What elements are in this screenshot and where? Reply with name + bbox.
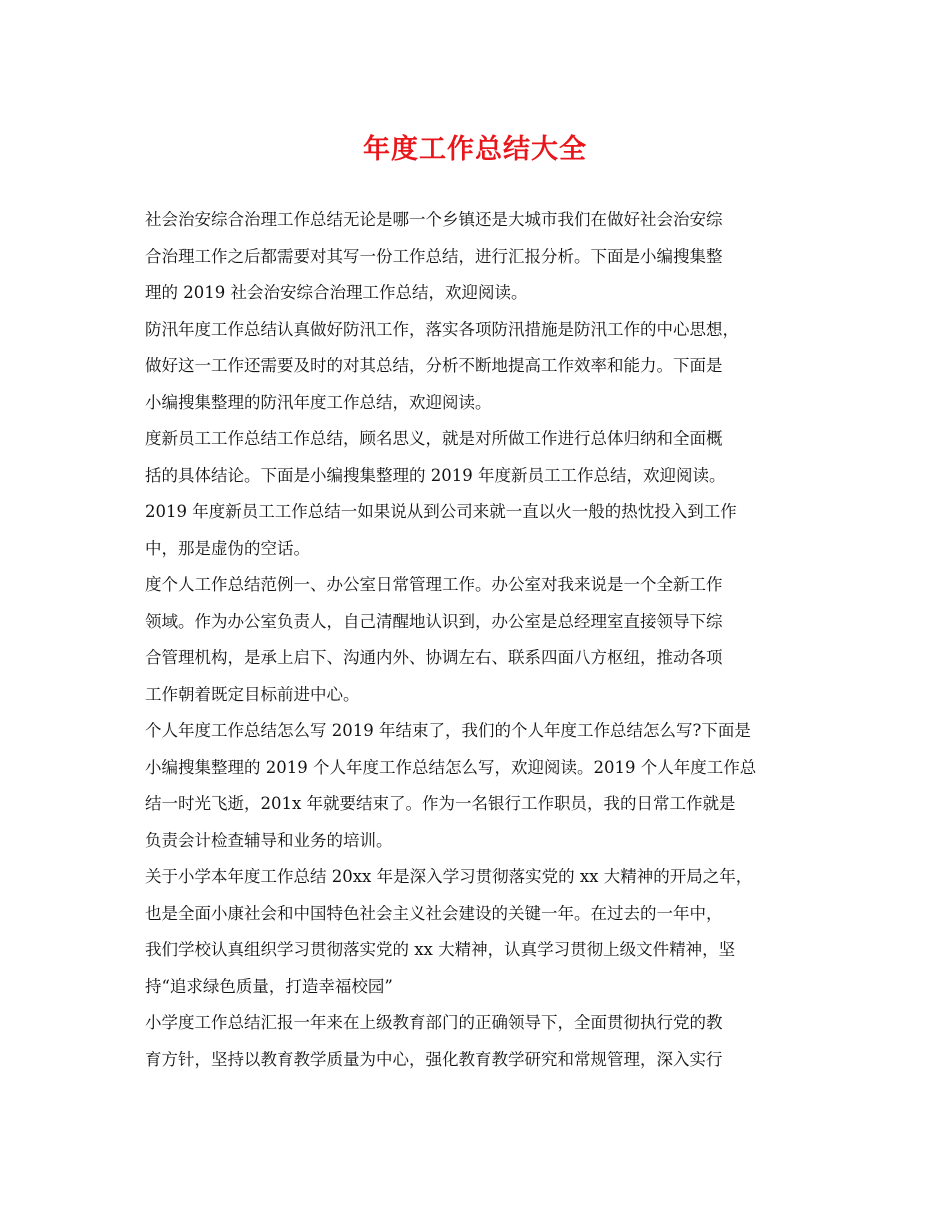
text-line: 中，那是虚伪的空话。 bbox=[145, 538, 310, 558]
document-body bbox=[145, 202, 813, 1078]
text-line: 个人年度工作总结怎么写 2019 年结束了，我们的个人年度工作总结怎么写?下面是 bbox=[145, 721, 751, 740]
text-line: 关于小学本年度工作总结 20xx 年是深入学习贯彻落实党的 xx 大精神的开局之年， bbox=[145, 867, 753, 886]
document-title: 年度工作总结大全 bbox=[363, 134, 587, 165]
text-line: 小编搜集整理的防汛年度工作总结，欢迎阅读。 bbox=[145, 392, 492, 412]
text-line: 工作朝着既定目标前进中心。 bbox=[145, 684, 360, 704]
text-line: 我们学校认真组织学习贯彻落实党的 xx 大精神，认真学习贯彻上级文件精神，坚 bbox=[145, 940, 736, 959]
text-line: 理的 2019 社会治安综合治理工作总结，欢迎阅读。 bbox=[145, 283, 528, 302]
text-line: 也是全面小康社会和中国特色社会主义社会建设的关键一年。在过去的一年中， bbox=[145, 903, 723, 923]
text-line: 育方针，坚持以教育教学质量为中心，强化教育教学研究和常规管理，深入实行 bbox=[145, 1049, 723, 1069]
text-line: 合管理机构，是承上启下、沟通内外、协调左右、联系四面八方枢纽，推动各项 bbox=[145, 648, 723, 667]
text-line: 结一时光飞逝，201x 年就要结束了。作为一名银行工作职员，我的日常工作就是 bbox=[145, 794, 736, 813]
text-line: 持“追求绿色质量，打造幸福校园” bbox=[145, 976, 393, 996]
text-line: 领域。作为办公室负责人，自己清醒地认识到，办公室是总经理室直接领导下综 bbox=[145, 611, 723, 631]
text-line: 合治理工作之后都需要对其写一份工作总结，进行汇报分析。下面是小编搜集整 bbox=[145, 246, 723, 266]
text-line: 做好这一工作还需要及时的对其总结，分析不断地提高工作效率和能力。下面是 bbox=[145, 356, 723, 375]
text-line: 度个人工作总结范例一、办公室日常管理工作。办公室对我来说是一个全新工作 bbox=[145, 575, 723, 594]
text-line: 2019 年度新员工工作总结一如果说从到公司来就一直以火一般的热忱投入到工作 bbox=[145, 502, 737, 521]
text-line: 度新员工工作总结工作总结，顾名思义，就是对所做工作进行总体归纳和全面概 bbox=[145, 429, 723, 448]
text-line: 社会治安综合治理工作总结无论是哪一个乡镇还是大城市我们在做好社会治安综 bbox=[145, 210, 723, 229]
text-line: 括的具体结论。下面是小编搜集整理的 2019 年度新员工工作总结，欢迎阅读。 bbox=[145, 465, 726, 485]
text-line: 小学度工作总结汇报一年来在上级教育部门的正确领导下，全面贯彻执行党的教 bbox=[145, 1013, 723, 1032]
text-line: 负责会计检查辅导和业务的培训。 bbox=[145, 830, 393, 850]
text-line: 防汛年度工作总结认真做好防汛工作，落实各项防汛措施是防汛工作的中心思想， bbox=[145, 319, 739, 339]
text-line: 小编搜集整理的 2019 个人年度工作总结怎么写，欢迎阅读。2019 个人年度工作总 bbox=[145, 757, 757, 777]
